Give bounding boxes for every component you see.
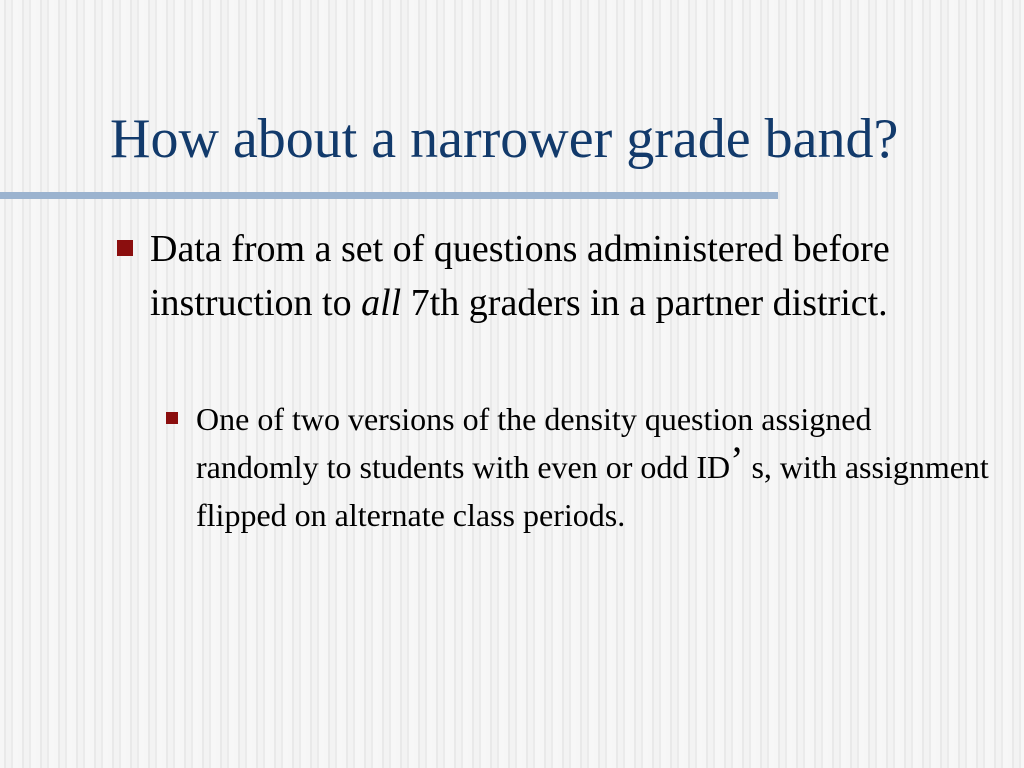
bullet-2-text-before: One of two versions of the density question assigned randomly to students with even or odd ID: [196, 401, 872, 485]
bullet-1-emphasis: all: [361, 282, 402, 324]
bullet-item-level-2: [196, 395, 996, 539]
bullet-2-text-after: s, with assignment flipped on alternate class periods.: [196, 449, 989, 533]
bullet-1-text-before: Data from a set of questions administered before instruction to: [150, 228, 890, 324]
bullet-item-level-1: [150, 222, 1010, 330]
bullet-2-apostrophe: ’: [730, 438, 744, 483]
slide-title: How about a narrower grade band?: [110, 108, 899, 170]
square-bullet-icon: [117, 240, 133, 256]
bullet-1-text-after: 7th graders in a partner district.: [401, 282, 888, 324]
title-underline-rule: [0, 192, 778, 199]
square-subbullet-icon: [166, 412, 178, 424]
